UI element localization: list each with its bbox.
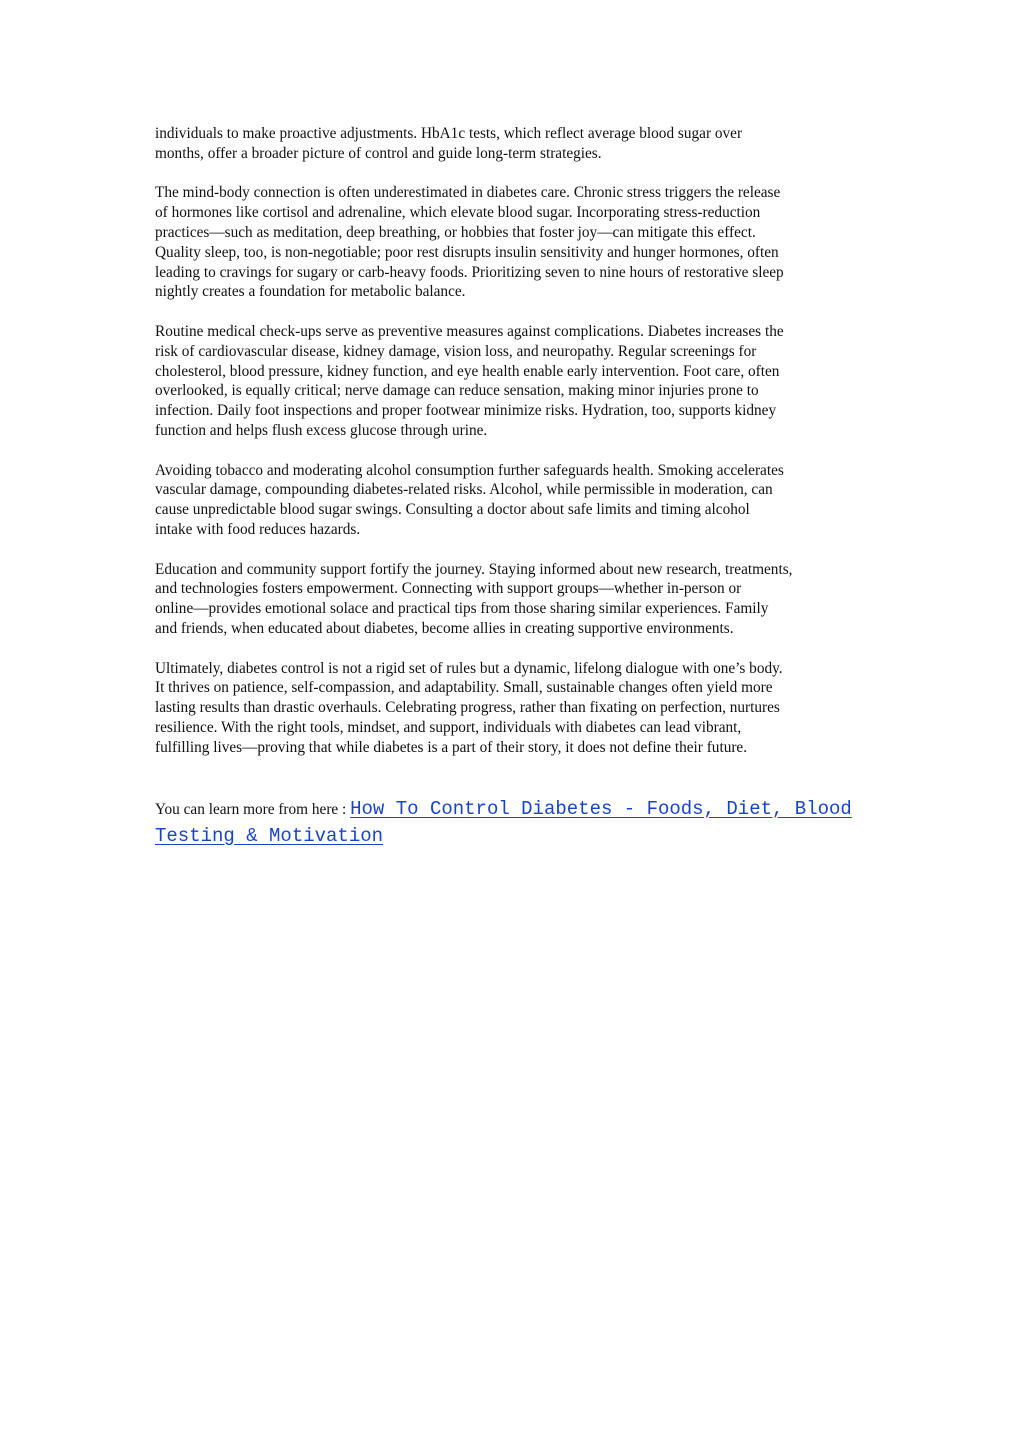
text-line: infection. Daily foot inspections and proper footwear minimize risks. Hydration, too, supports kidney — [155, 402, 777, 420]
paragraph-medical-checkups — [155, 322, 885, 441]
text-line: Education and community support fortify the journey. Staying informed about new research, treatments, — [155, 560, 793, 578]
source-reference — [155, 796, 885, 850]
paragraph-tobacco-alcohol — [155, 461, 885, 540]
text-line: Quality sleep, too, is non-negotiable; poor rest disrupts insulin sensitivity and hunger hormones, often — [155, 243, 779, 261]
text-line: of hormones like cortisol and adrenaline, which elevate blood sugar. Incorporating stress-reduction — [155, 204, 761, 222]
text-line: lasting results than drastic overhauls. Celebrating progress, rather than fixating on perfection, nurtures — [155, 699, 780, 717]
text-line: nightly creates a foundation for metabolic balance. — [155, 283, 466, 301]
text-line: It thrives on patience, self-compassion, and adaptability. Small, sustainable changes often yield more — [155, 679, 773, 697]
source-prefix: You can learn more from here : — [155, 800, 351, 818]
source-link-continuation[interactable]: Testing & Motivation — [155, 824, 384, 847]
source-link[interactable]: How To Control Diabetes - Foods, Diet, Blood — [350, 797, 852, 820]
text-line: function and helps flush excess glucose through urine. — [155, 421, 488, 439]
paragraph-mind-body — [155, 183, 885, 302]
text-line: overlooked, is equally critical; nerve damage can reduce sensation, making minor injuries prone to — [155, 382, 759, 400]
text-line: cholesterol, blood pressure, kidney function, and eye health enable early intervention. Foot care, often — [155, 362, 780, 380]
text-line: individuals to make proactive adjustments. HbA1c tests, which reflect average blood sugar over — [155, 125, 743, 142]
text-line: intake with food reduces hazards. — [155, 520, 361, 538]
text-line: online—provides emotional solace and practical tips from those sharing similar experiences. Family — [155, 600, 769, 618]
text-line: months, offer a broader picture of control and guide long-term strategies. — [155, 144, 602, 162]
text-line: Ultimately, diabetes control is not a rigid set of rules but a dynamic, lifelong dialogue with one’s body. — [155, 659, 783, 677]
text-line: Avoiding tobacco and moderating alcohol consumption further safeguards health. Smoking accelerates — [155, 461, 784, 479]
paragraph-conclusion — [155, 659, 885, 758]
text-line: leading to cravings for sugary or carb-heavy foods. Prioritizing seven to nine hours of restorative sleep — [155, 263, 784, 281]
text-line: risk of cardiovascular disease, kidney damage, vision loss, and neuropathy. Regular screenings for — [155, 342, 757, 360]
text-line: and technologies fosters empowerment. Connecting with support groups—whether in-person or — [155, 580, 742, 598]
text-line: vascular damage, compounding diabetes-related risks. Alcohol, while permissible in moderation, can — [155, 481, 773, 499]
text-line: Routine medical check-ups serve as preventive measures against complications. Diabetes increases the — [155, 322, 784, 340]
paragraph-education-community — [155, 560, 885, 639]
text-line: resilience. With the right tools, mindset, and support, individuals with diabetes can lead vibrant, — [155, 718, 742, 736]
text-line: practices—such as meditation, deep breathing, or hobbies that foster joy—can mitigate this effect. — [155, 223, 756, 241]
text-line: The mind-body connection is often underestimated in diabetes care. Chronic stress triggers the release — [155, 184, 781, 202]
paragraph-glucose-monitoring — [155, 124, 885, 164]
text-line: and friends, when educated about diabetes, become allies in creating supportive environments. — [155, 619, 734, 637]
text-line: cause unpredictable blood sugar swings. Consulting a doctor about safe limits and timing alcohol — [155, 501, 750, 519]
document-body — [155, 124, 885, 850]
text-line: fulfilling lives—proving that while diabetes is a part of their story, it does not define their future. — [155, 738, 748, 756]
